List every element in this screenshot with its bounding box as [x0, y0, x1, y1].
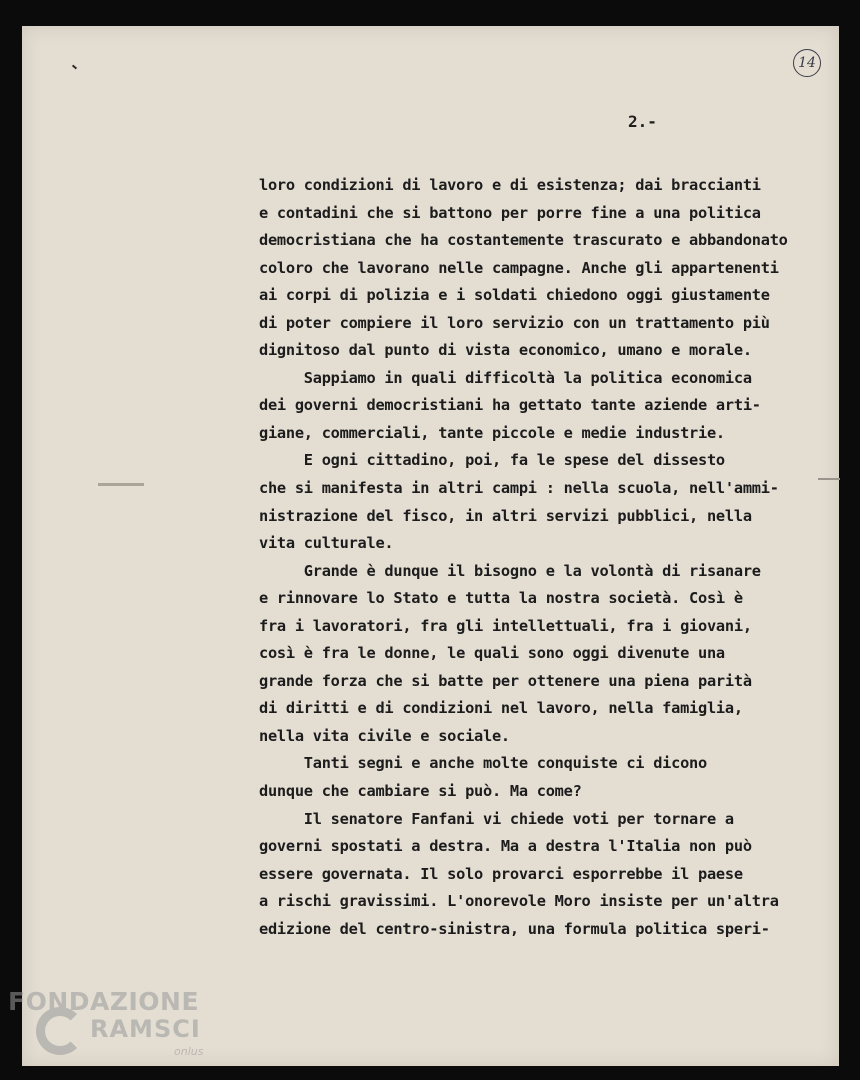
- text-line: e rinnovare lo Stato e tutta la nostra società. Così è: [259, 589, 743, 608]
- text-line: grande forza che si batte per ottenere una piena parità: [259, 671, 752, 690]
- text-line: fra i lavoratori, fra gli intellettuali, fra i giovani,: [259, 616, 752, 635]
- text-line: dunque che cambiare si può. Ma come?: [259, 782, 582, 801]
- text-line: di diritti e di condizioni nel lavoro, nella famiglia,: [259, 699, 743, 718]
- watermark-line-2: RAMSCI: [90, 1015, 201, 1043]
- fondazione-gramsci-watermark: [8, 985, 218, 1075]
- text-line: a rischi gravissimi. L'onorevole Moro insiste per un'altra: [259, 892, 779, 911]
- text-line: coloro che lavorano nelle campagne. Anche gli appartenenti: [259, 258, 779, 277]
- text-line: di poter compiere il loro servizio con un trattamento più: [259, 313, 770, 332]
- watermark-line-3: onlus: [174, 1045, 204, 1058]
- margin-smudge: [98, 483, 144, 486]
- text-line: Tanti segni e anche molte conquiste ci dicono: [259, 754, 707, 773]
- watermark-line-1: FONDAZIONE: [8, 987, 200, 1016]
- text-line: così è fra le donne, le quali sono oggi divenute una: [259, 644, 725, 663]
- text-line: governi spostati a destra. Ma a destra l'Italia non può: [259, 837, 752, 856]
- text-line: dei governi democristiani ha gettato tante aziende arti-: [259, 396, 761, 415]
- text-line: edizione del centro-sinistra, una formula politica speri-: [259, 919, 770, 938]
- typewritten-body: [259, 172, 829, 943]
- text-line: vita culturale.: [259, 534, 394, 553]
- text-line: essere governata. Il solo provarci esporrebbe il paese: [259, 864, 743, 883]
- watermark-g-icon: [36, 1007, 84, 1055]
- text-line: che si manifesta in altri campi : nella scuola, nell'ammi-: [259, 479, 779, 498]
- text-line: Sappiamo in quali difficoltà la politica economica: [259, 368, 752, 387]
- text-line: democristiana che ha costantemente trascurato e abbandonato: [259, 231, 788, 250]
- page-number: 2.-: [628, 112, 657, 131]
- text-line: loro condizioni di lavoro e di esistenza; dai braccianti: [259, 176, 761, 194]
- archive-page-number: 14: [793, 49, 821, 77]
- text-line: E ogni cittadino, poi, fa le spese del dissesto: [259, 451, 725, 470]
- text-line: e contadini che si battono per porre fine a una politica: [259, 203, 761, 222]
- text-line: dignitoso dal punto di vista economico, umano e morale.: [259, 341, 752, 360]
- text-line: Grande è dunque il bisogno e la volontà di risanare: [259, 561, 761, 580]
- text-line: ai corpi di polizia e i soldati chiedono oggi giustamente: [259, 286, 770, 305]
- text-line: nella vita civile e sociale.: [259, 726, 510, 745]
- text-line: nistrazione del fisco, in altri servizi pubblici, nella: [259, 506, 752, 525]
- text-line: Il senatore Fanfani vi chiede voti per tornare a: [259, 809, 734, 828]
- text-line: giane, commerciali, tante piccole e medie industrie.: [259, 423, 725, 442]
